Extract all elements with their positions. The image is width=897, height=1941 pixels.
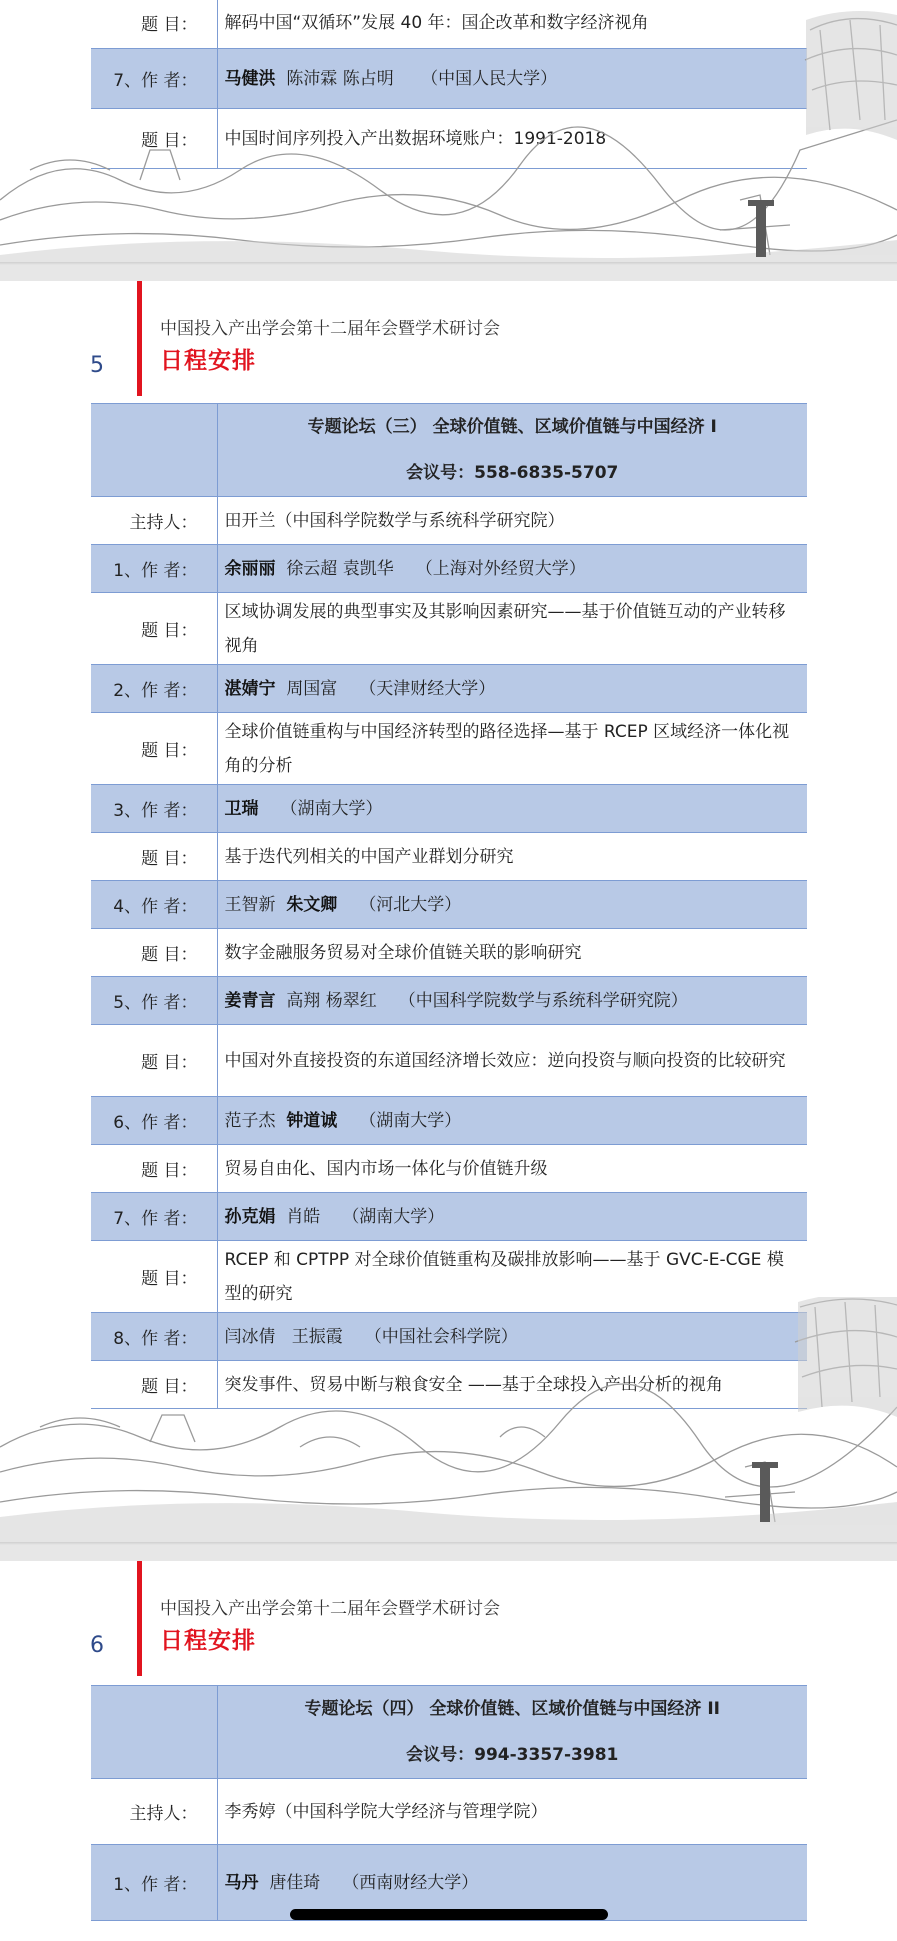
page-number: 5 bbox=[90, 353, 104, 378]
meeting-id: 会议号：558-6835-5707 bbox=[217, 450, 807, 497]
section-title: 日程安排 bbox=[160, 348, 256, 374]
author-list: 闫冰倩 王振霞 （中国社会科学院） bbox=[217, 1313, 807, 1361]
ink-landscape-decoration bbox=[0, 0, 897, 262]
page-5 bbox=[0, 281, 897, 1542]
forum-header-row bbox=[91, 1686, 807, 1733]
table-row: 1、作 者： 余丽丽 徐云超 袁凯华 （上海对外经贸大学） bbox=[91, 545, 807, 593]
table-row: 题 目： 基于迭代列相关的中国产业群划分研究 bbox=[91, 833, 807, 881]
forum-header-row bbox=[91, 404, 807, 451]
page-fragment-top bbox=[0, 0, 897, 262]
host-row: 主持人： 李秀婷（中国科学院大学经济与管理学院） bbox=[91, 1779, 807, 1845]
table-row: 题 目： 全球价值链重构与中国经济转型的路径选择—基于 RCEP 区域经济一体化视角的分析 bbox=[91, 713, 807, 785]
conference-title: 中国投入产出学会第十二届年会暨学术研讨会 bbox=[160, 1599, 500, 1619]
page-6 bbox=[0, 1561, 897, 1941]
table-row: 题 目： 数字金融服务贸易对全球价值链关联的影响研究 bbox=[91, 929, 807, 977]
table-row: 题 目： 解码中国“双循环”发展 40 年：国企改革和数字经济视角 bbox=[91, 0, 807, 49]
page-separator bbox=[0, 1542, 897, 1561]
table-row: 题 目： 中国对外直接投资的东道国经济增长效应：逆向投资与顺向投资的比较研究 bbox=[91, 1025, 807, 1097]
table-row: 题 目： 区域协调发展的典型事实及其影响因素研究——基于价值链互动的产业转移视角 bbox=[91, 593, 807, 665]
host-name: 田开兰（中国科学院数学与系统科学研究院） bbox=[217, 497, 807, 545]
paper-title: 区域协调发展的典型事实及其影响因素研究——基于价值链互动的产业转移视角 bbox=[217, 593, 807, 665]
table-row: 7、作 者： 孙克娟 肖皓 （湖南大学） bbox=[91, 1193, 807, 1241]
table-row: 8、作 者： 闫冰倩 王振霞 （中国社会科学院） bbox=[91, 1313, 807, 1361]
author-list: 马健洪 陈沛霖 陈占明 （中国人民大学） bbox=[217, 49, 807, 109]
author-list: 卫瑞 （湖南大学） bbox=[217, 785, 807, 833]
author-list: 孙克娟 肖皓 （湖南大学） bbox=[217, 1193, 807, 1241]
paper-title: 解码中国“双循环”发展 40 年：国企改革和数字经济视角 bbox=[217, 0, 807, 49]
paper-title: 中国对外直接投资的东道国经济增长效应：逆向投资与顺向投资的比较研究 bbox=[217, 1025, 807, 1097]
table-row: 1、作 者： 马丹 唐佳琦 （西南财经大学） bbox=[91, 1845, 807, 1921]
author-list: 范子杰 钟道诚 （湖南大学） bbox=[217, 1097, 807, 1145]
forum-title: 专题论坛（三） 全球价值链、区域价值链与中国经济 I bbox=[217, 404, 807, 451]
paper-title: 全球价值链重构与中国经济转型的路径选择—基于 RCEP 区域经济一体化视角的分析 bbox=[217, 713, 807, 785]
author-list: 湛婧宁 周国富 （天津财经大学） bbox=[217, 665, 807, 713]
host-row: 主持人： 田开兰（中国科学院数学与系统科学研究院） bbox=[91, 497, 807, 545]
page-separator bbox=[0, 262, 897, 281]
paper-title: 中国时间序列投入产出数据环境账户：1991-2018 bbox=[217, 109, 807, 169]
paper-title: 基于迭代列相关的中国产业群划分研究 bbox=[217, 833, 807, 881]
author-list: 王智新 朱文卿 （河北大学） bbox=[217, 881, 807, 929]
paper-title: 数字金融服务贸易对全球价值链关联的影响研究 bbox=[217, 929, 807, 977]
home-indicator[interactable] bbox=[290, 1909, 608, 1920]
table-row: 题 目： 中国时间序列投入产出数据环境账户：1991-2018 bbox=[91, 109, 807, 169]
paper-title: 突发事件、贸易中断与粮食安全 ——基于全球投入产出分析的视角 bbox=[217, 1361, 807, 1409]
table-row: 题 目： RCEP 和 CPTPP 对全球价值链重构及碳排放影响——基于 GVC-E-CGE 模型的研究 bbox=[91, 1241, 807, 1313]
paper-title: RCEP 和 CPTPP 对全球价值链重构及碳排放影响——基于 GVC-E-CGE 模型的研究 bbox=[217, 1241, 807, 1313]
host-name: 李秀婷（中国科学院大学经济与管理学院） bbox=[217, 1779, 807, 1845]
table-row: 2、作 者： 湛婧宁 周国富 （天津财经大学） bbox=[91, 665, 807, 713]
table-row: 7、作 者： 马健洪 陈沛霖 陈占明 （中国人民大学） bbox=[91, 49, 807, 109]
table-row: 题 目： 贸易自由化、国内市场一体化与价值链升级 bbox=[91, 1145, 807, 1193]
table-row: 5、作 者： 姜青言 高翔 杨翠红 （中国科学院数学与系统科学研究院） bbox=[91, 977, 807, 1025]
table-row: 3、作 者： 卫瑞 （湖南大学） bbox=[91, 785, 807, 833]
author-list: 余丽丽 徐云超 袁凯华 （上海对外经贸大学） bbox=[217, 545, 807, 593]
section-title: 日程安排 bbox=[160, 1628, 256, 1654]
paper-title: 贸易自由化、国内市场一体化与价值链升级 bbox=[217, 1145, 807, 1193]
agenda-table-forum-4 bbox=[91, 1685, 807, 1921]
table-row: 4、作 者： 王智新 朱文卿 （河北大学） bbox=[91, 881, 807, 929]
conference-title: 中国投入产出学会第十二届年会暨学术研讨会 bbox=[160, 319, 500, 339]
table-row: 题 目： 突发事件、贸易中断与粮食安全 ——基于全球投入产出分析的视角 bbox=[91, 1361, 807, 1409]
header-accent-bar bbox=[137, 1561, 142, 1676]
meeting-id: 会议号：994-3357-3981 bbox=[217, 1732, 807, 1779]
forum-title: 专题论坛（四） 全球价值链、区域价值链与中国经济 II bbox=[217, 1686, 807, 1733]
header-accent-bar bbox=[137, 281, 142, 396]
author-list: 姜青言 高翔 杨翠红 （中国科学院数学与系统科学研究院） bbox=[217, 977, 807, 1025]
table-row: 6、作 者： 范子杰 钟道诚 （湖南大学） bbox=[91, 1097, 807, 1145]
author-list: 马丹 唐佳琦 （西南财经大学） bbox=[217, 1845, 807, 1921]
page-number: 6 bbox=[90, 1633, 104, 1658]
agenda-table-forum-3 bbox=[91, 403, 807, 1409]
